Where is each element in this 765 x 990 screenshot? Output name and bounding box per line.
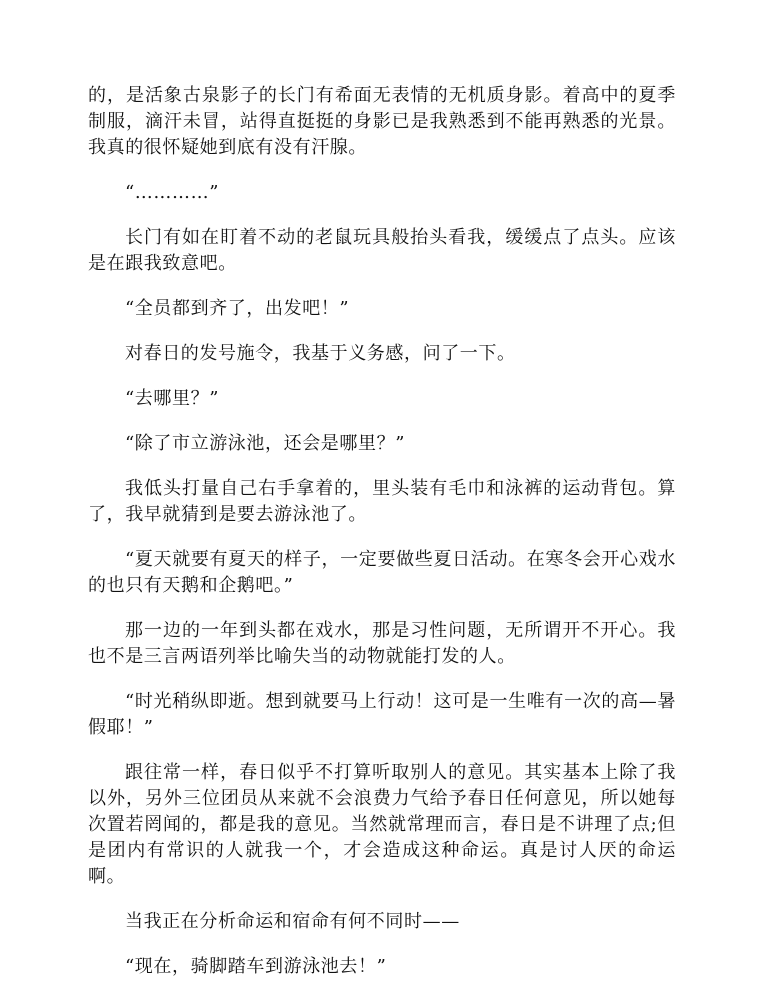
paragraph-continued-description: 的，是活象古泉影子的长门有希面无表情的无机质身影。着高中的夏季制服，滴汗未冒，站得直挺挺的身影已是我熟悉到不能再熟悉的光景。我真的很怀疑她到底有没有汗腺。 — [88, 85, 676, 158]
paragraph-destiny: 跟往常一样，春日似乎不打算听取别人的意见。其实基本上除了我以外，另外三位团员从来就不会浪费力气给予春日任何意见，所以她每次置若罔闻的，都是我的意见。当然就常理而言，春日是不讲理了点;但是团内有常识的人就我一个，才会造成这种命运。真是讨人厌的命运啊。 — [88, 762, 676, 887]
paragraph-analysis: 当我正在分析命运和宿命有何不同时—— — [125, 911, 460, 932]
paragraph-where: “去哪里？” — [125, 388, 220, 409]
paragraph-habit: 那一边的一年到头都在戏水，那是习性问题，无所谓开不开心。我也不是三言两语列举比喻失当的动物就能打发的人。 — [88, 620, 676, 667]
paragraph-asked: 对春日的发号施令，我基于义务感，问了一下。 — [125, 343, 516, 364]
paragraph-bag: 我低头打量自己右手拿着的，里头装有毛巾和泳裤的运动背包。算了，我早就猜到是要去游泳池了。 — [88, 478, 676, 525]
paragraph-all-gathered: “全员都到齐了，出发吧！” — [125, 298, 350, 319]
paragraph-summer-vacation: “时光稍纵即逝。想到就要马上行动！这可是一生唯有一次的高—暑假耶！” — [88, 691, 676, 738]
paragraph-bicycle: “现在，骑脚踏车到游泳池去！” — [125, 956, 387, 977]
text-column — [88, 83, 676, 980]
paragraph-nagato-silence: “…………” — [125, 182, 220, 203]
paragraph-summer-activities: “夏天就要有夏天的样子，一定要做些夏日活动。在寒冬会开心戏水的也只有天鹅和企鹅吧。” — [88, 549, 676, 596]
paragraph-nagato-nod: 长门有如在盯着不动的老鼠玩具般抬头看我，缓缓点了点头。应该是在跟我致意吧。 — [88, 227, 676, 274]
paragraph-pool: “除了市立游泳池，还会是哪里？” — [125, 433, 406, 454]
